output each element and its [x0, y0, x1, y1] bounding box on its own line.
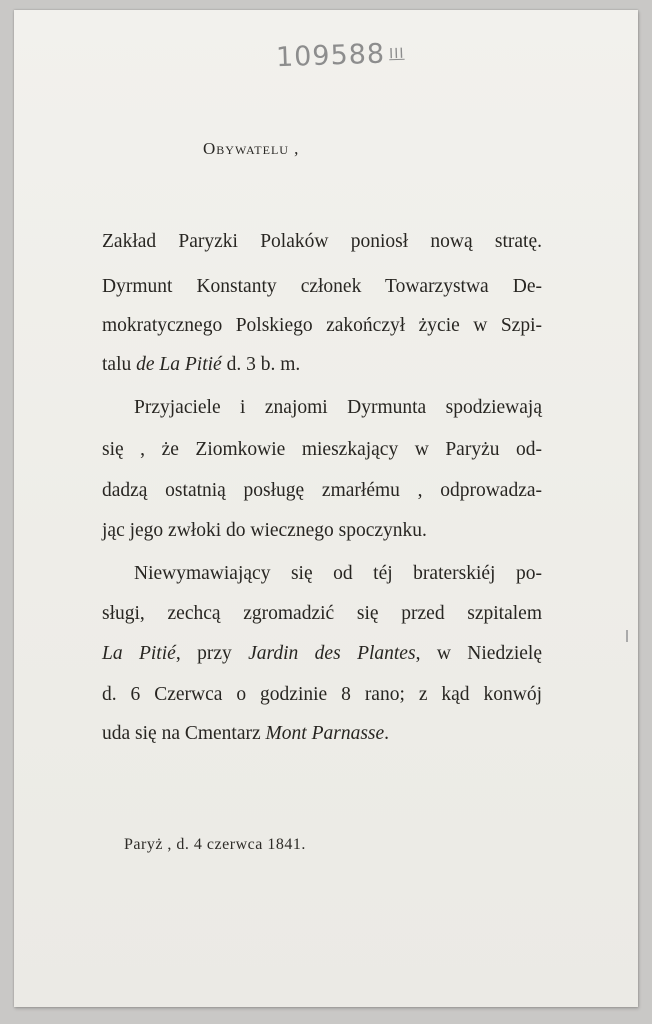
- text-run: .: [384, 723, 390, 744]
- shelfmark-number: 109588: [275, 38, 386, 74]
- italic-run: La Pitié: [102, 643, 176, 664]
- body-line: d. 6 Czerwca o godzinie 8 rano; z kąd konwój: [102, 684, 542, 705]
- page-crease-mark: [626, 630, 628, 642]
- body-line: dadzą ostatnią posługę zmarłému , odprowadza-: [102, 480, 542, 501]
- handwritten-shelfmark: [275, 38, 404, 73]
- text-run: , w Niedzielę: [415, 643, 542, 664]
- body-line: Zakład Paryzki Polaków poniosł nową stratę.: [102, 231, 542, 252]
- text-run: talu: [102, 354, 137, 375]
- shelfmark-volume: III: [388, 45, 405, 63]
- body-line: [102, 640, 542, 668]
- body-line: sługi, zechcą zgromadzić się przed szpitalem: [102, 603, 542, 624]
- italic-run: Jardin des Plantes: [248, 643, 416, 664]
- body-line: Przyjaciele i znajomi Dyrmunta spodziewają: [134, 397, 542, 418]
- body-line: się , że Ziomkowie mieszkający w Paryżu od-: [102, 439, 542, 460]
- body-line: Niewymawiający się od téj braterskiéj po-: [134, 563, 542, 584]
- place-date-line: Paryż , d. 4 czerwca 1841.: [124, 836, 306, 853]
- body-line: jąc jego zwłoki do wiecznego spoczynku.: [102, 520, 427, 541]
- italic-run: de La Pitié: [136, 354, 222, 375]
- body-line: mokratycznego Polskiego zakończył życie w Szpi-: [102, 315, 542, 336]
- body-line: [102, 720, 542, 748]
- document-page: [14, 10, 638, 1007]
- salutation-heading: Obywatelu ,: [203, 139, 300, 158]
- text-run: , przy: [175, 643, 249, 664]
- italic-run: Mont Parnasse: [265, 723, 385, 744]
- text-run: uda się na Cmentarz: [102, 723, 266, 744]
- text-run: d. 3 b. m.: [221, 354, 301, 375]
- body-line: Dyrmunt Konstanty członek Towarzystwa De-: [102, 276, 542, 297]
- body-line: [102, 351, 542, 379]
